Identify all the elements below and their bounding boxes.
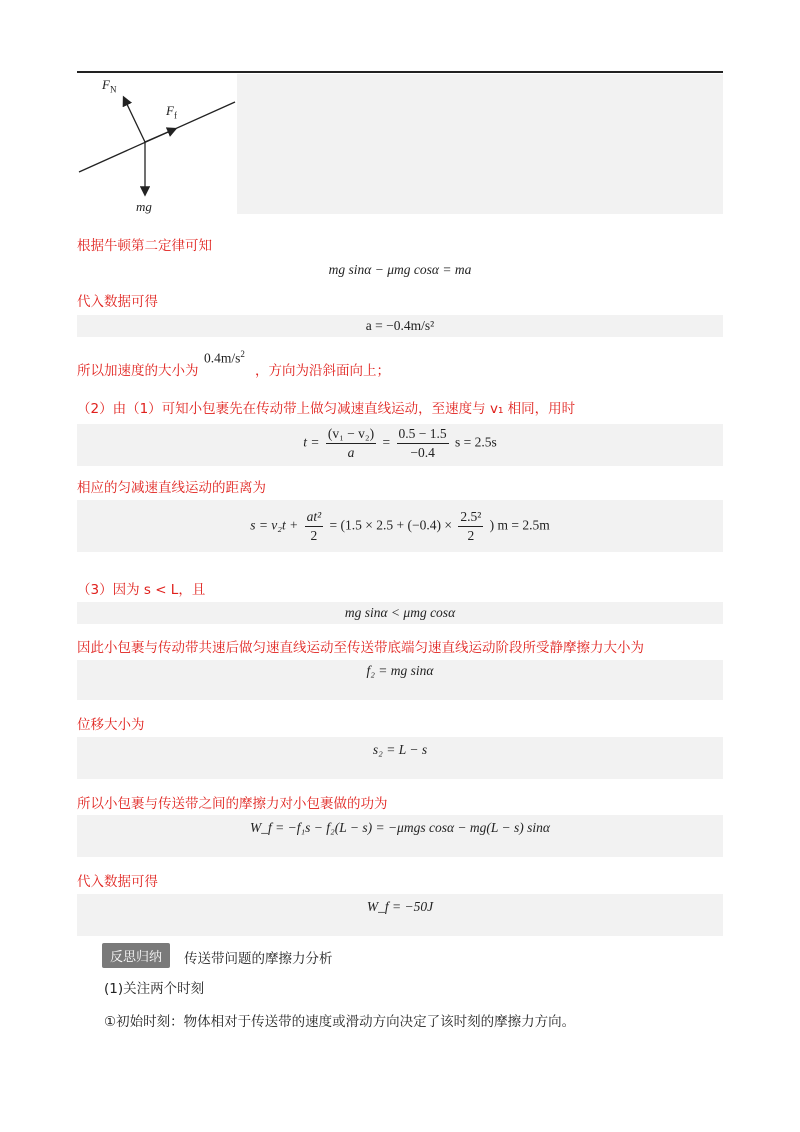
equation-work: W_f = −f₁s − f₂(L − s) = −μmgs cosα − mg(L − s) sinα <box>250 820 550 835</box>
summary-point-2: ①初始时刻：物体相对于传送带的速度或滑动方向决定了该时刻的摩擦力方向。 <box>104 1014 576 1030</box>
equation-time: t = $\frac{\text{(v₁ − v₂)}}{a}$ = $\frac{0.5 - 1.5}{-0.4}$ s = 2.5s <box>303 426 497 460</box>
normal-force-arrow <box>124 98 145 142</box>
text-distance: 相应的匀减速直线运动的距离为 <box>77 480 266 496</box>
summary-title: 传送带问题的摩擦力分析 <box>184 951 333 967</box>
force-diagram-svg <box>77 74 237 216</box>
label-mg: mg <box>136 199 152 214</box>
friction-force-arrow <box>145 129 175 142</box>
text-accel-magnitude: 所以加速度的大小为 <box>77 363 199 379</box>
equation-f2: f₂ = mg sinα <box>366 663 434 678</box>
equation-inequality: mg sinα < μmg cosα <box>344 605 456 620</box>
text-displacement: 位移大小为 <box>77 717 145 733</box>
equation-s2: s₂ = L − s <box>372 742 428 757</box>
force-diagram <box>77 74 237 216</box>
equation-result: W_f = −50J <box>366 899 434 914</box>
text-accel-direction: ，方向为沿斜面向上； <box>255 363 390 379</box>
summary-tag: 反思归纳 <box>102 943 170 968</box>
text-substitute-1: 代入数据可得 <box>77 294 158 310</box>
equation-distance: s = v₂t + $\frac{\text{at²}}{2}$ = (1.5 × 2.5 + (−0.4) × $\frac{\text{2.5²}}{2}$ ) m = 2.5m <box>250 509 550 543</box>
accel-value: $0.4m/s^2$ <box>204 349 245 366</box>
equation-accel: a = −0.4m/s² <box>365 318 435 333</box>
label-fn: $F_N$ <box>102 77 117 95</box>
text-newton-law: 根据牛顿第二定律可知 <box>77 238 212 254</box>
text-part3: （3）因为 s < L，且 <box>77 582 206 598</box>
text-static-friction: 因此小包裹与传动带共速后做匀速直线运动至传送带底端匀速直线运动阶段所受静摩擦力大小为 <box>77 640 644 656</box>
text-part2: （2）由（1）可知小包裹先在传动带上做匀减速直线运动，至速度与 v₁ 相同，用时 <box>77 401 576 417</box>
summary-point-1: (1)关注两个时刻 <box>104 981 205 997</box>
text-work: 所以小包裹与传送带之间的摩擦力对小包裹做的功为 <box>77 796 388 812</box>
text-substitute-2: 代入数据可得 <box>77 874 158 890</box>
label-ff: $F_f$ <box>166 103 177 121</box>
equation-newton: mg sinα − μmg cosα = ma <box>328 262 472 277</box>
top-rule <box>77 71 723 73</box>
